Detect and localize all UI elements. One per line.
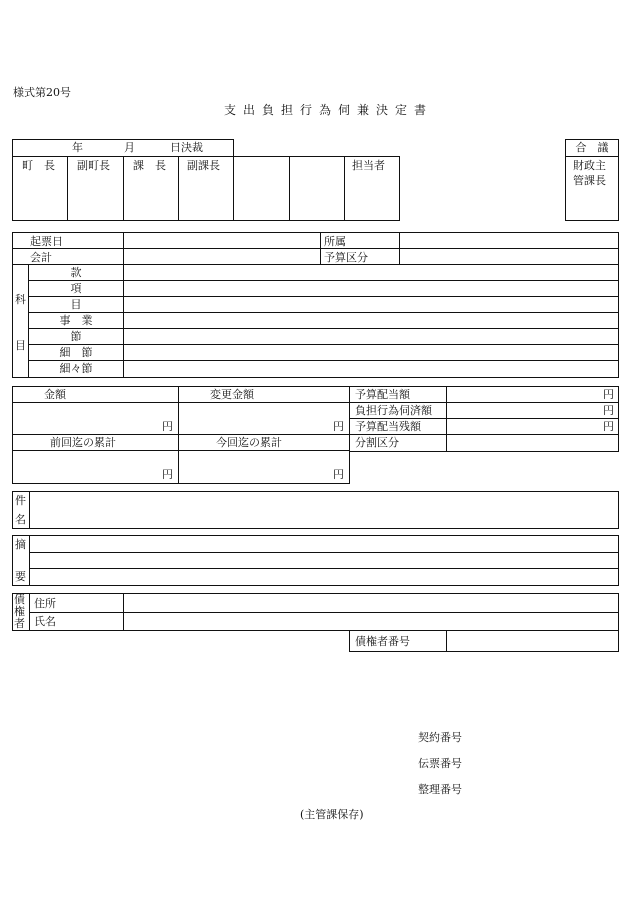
- label-zenkai-ruikei: 前回迄の累計: [50, 436, 116, 449]
- row-line: [350, 434, 618, 435]
- page-title: 支出負担行為伺兼決定書: [224, 103, 434, 117]
- approval-divider: [344, 157, 345, 220]
- label-contract-number: 契約番号: [418, 731, 462, 744]
- row-line: [30, 612, 618, 613]
- col-line: [320, 233, 321, 264]
- label-kingaku: 金額: [44, 388, 66, 401]
- approval-divider: [178, 157, 179, 220]
- agreement-label: 合 議: [575, 141, 609, 154]
- row-line: [350, 402, 618, 403]
- col-line: [29, 536, 30, 585]
- summary-box: [12, 535, 619, 586]
- approval-divider: [67, 157, 68, 220]
- row-line: [13, 264, 618, 265]
- row-line: [13, 450, 349, 451]
- row-line: [13, 402, 349, 403]
- label-creditor-number: 債権者番号: [355, 635, 410, 648]
- approval-col-chou: 町 長: [22, 159, 55, 172]
- approval-divider: [289, 157, 290, 220]
- row-line: [30, 552, 618, 553]
- creditor-label-1: 債: [14, 593, 25, 606]
- agreement-role-line2: 管課長: [573, 174, 606, 187]
- row-line: [29, 312, 618, 313]
- label-voucher-number: 伝票番号: [418, 757, 462, 770]
- col-line: [123, 233, 124, 377]
- label-kihyobi: 起票日: [30, 235, 63, 248]
- approval-col-fukuchou: 副町長: [77, 159, 110, 172]
- approval-divider: [123, 157, 124, 220]
- row-line: [29, 344, 618, 345]
- col-line: [399, 233, 400, 264]
- kamoku-item: 細 節: [59, 346, 93, 359]
- creditor-label-2: 権: [14, 605, 25, 618]
- subject-label-2: 名: [15, 513, 26, 526]
- kamoku-item: 項: [70, 282, 82, 295]
- agreement-divider: [566, 156, 618, 157]
- label-kamoku-2: 目: [15, 339, 26, 352]
- subject-label-1: 件: [15, 494, 26, 507]
- kamoku-item: 細々節: [59, 362, 93, 375]
- label-name: 氏名: [34, 615, 56, 628]
- agreement-role-line1: 財政主: [573, 159, 606, 172]
- label-bunkatsu: 分割区分: [355, 436, 399, 449]
- yen-unit: 円: [603, 404, 614, 417]
- kamoku-item: 目: [70, 298, 82, 311]
- approval-date-month: 月: [124, 141, 135, 154]
- approval-col-tantousha: 担当者: [352, 159, 385, 172]
- label-yosan-zan: 予算配当残額: [355, 420, 421, 433]
- yen-unit: 円: [603, 420, 614, 433]
- approval-date-year: 年: [72, 141, 83, 154]
- yen-unit: 円: [162, 468, 173, 481]
- label-futan-koui: 負担行為伺済額: [355, 404, 432, 417]
- row-line: [29, 296, 618, 297]
- label-henko-kingaku: 変更金額: [210, 388, 254, 401]
- col-line: [29, 492, 30, 528]
- label-konkai-ruikei: 今回迄の累計: [216, 436, 282, 449]
- kamoku-item: 節: [70, 330, 82, 343]
- label-shozoku: 所属: [324, 235, 346, 248]
- row-line: [13, 248, 618, 249]
- row-line: [350, 418, 618, 419]
- approval-date-day: 日決裁: [170, 141, 203, 154]
- label-yosan-haitou: 予算配当額: [355, 388, 410, 401]
- approval-col-kachou: 課 長: [133, 159, 166, 172]
- label-file-number: 整理番号: [418, 783, 462, 796]
- label-address: 住所: [34, 597, 56, 610]
- row-line: [29, 328, 618, 329]
- col-line: [446, 631, 447, 651]
- form-number: 様式第20号: [13, 86, 71, 99]
- row-line: [13, 434, 349, 435]
- label-kamoku-1: 科: [15, 293, 26, 306]
- yen-unit: 円: [333, 420, 344, 433]
- subject-box: [12, 491, 619, 529]
- approval-divider: [233, 157, 234, 220]
- label-kaikei: 会計: [30, 251, 52, 264]
- col-line: [446, 387, 447, 451]
- kamoku-item: 事 業: [59, 314, 93, 327]
- approval-col-fukukachou: 副課長: [187, 159, 220, 172]
- row-line: [29, 360, 618, 361]
- summary-label-2: 要: [15, 570, 26, 583]
- row-line: [29, 280, 618, 281]
- creditor-label-3: 者: [14, 617, 25, 630]
- row-line: [30, 568, 618, 569]
- kamoku-item: 款: [70, 266, 82, 279]
- col-line: [178, 387, 179, 483]
- yen-unit: 円: [162, 420, 173, 433]
- storage-note: (主管課保存): [300, 808, 364, 821]
- yen-unit: 円: [603, 388, 614, 401]
- label-yosan-kubun: 予算区分: [324, 251, 368, 264]
- summary-label-1: 摘: [15, 538, 26, 551]
- yen-unit: 円: [333, 468, 344, 481]
